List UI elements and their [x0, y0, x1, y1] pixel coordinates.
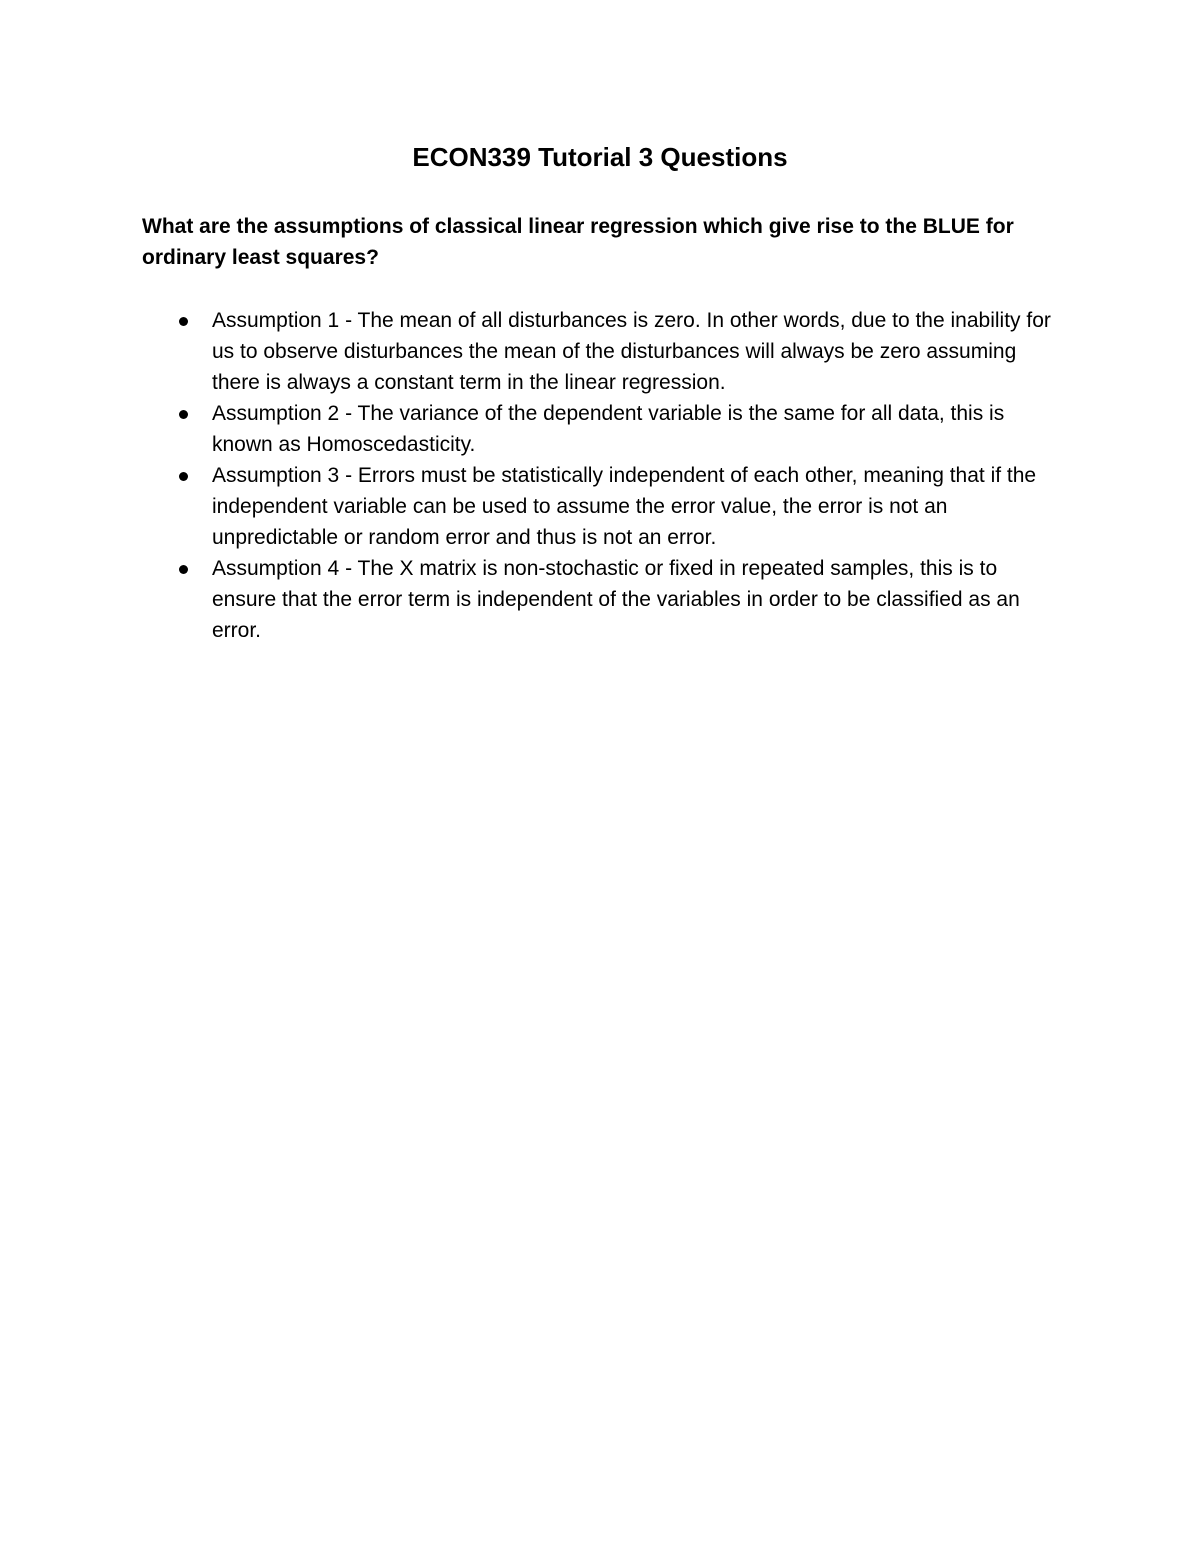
assumptions-list — [142, 305, 1062, 646]
document-title: ECON339 Tutorial 3 Questions — [412, 142, 788, 172]
assumption-3-text: Assumption 3 - Errors must be statistically independent of each other, meaning that if the independent variable can be used to assume the error value, the error is not an unpredictable or random error and thus is not an error. — [212, 464, 1037, 549]
bullet-icon — [179, 410, 188, 419]
assumption-1-text: Assumption 1 - The mean of all disturbances is zero. In other words, due to the inability for us to observe disturbances the mean of the disturbances will always be zero assuming there is always a constant term in the linear regression. — [212, 309, 1051, 394]
bullet-icon — [179, 472, 188, 481]
list-item — [142, 460, 1062, 553]
list-item — [142, 553, 1062, 646]
bullet-icon — [179, 317, 188, 326]
list-item — [142, 398, 1062, 460]
list-item — [142, 305, 1062, 398]
assumption-4-text: Assumption 4 - The X matrix is non-stochastic or fixed in repeated samples, this is to ensure that the error term is independent of the variables in order to be classified as an error. — [212, 557, 1020, 642]
assumption-2-text: Assumption 2 - The variance of the dependent variable is the same for all data, this is known as Homoscedasticity. — [212, 402, 1005, 456]
bullet-icon — [179, 565, 188, 574]
question-text: What are the assumptions of classical linear regression which give rise to the BLUE for ordinary least squares? — [142, 215, 1014, 269]
